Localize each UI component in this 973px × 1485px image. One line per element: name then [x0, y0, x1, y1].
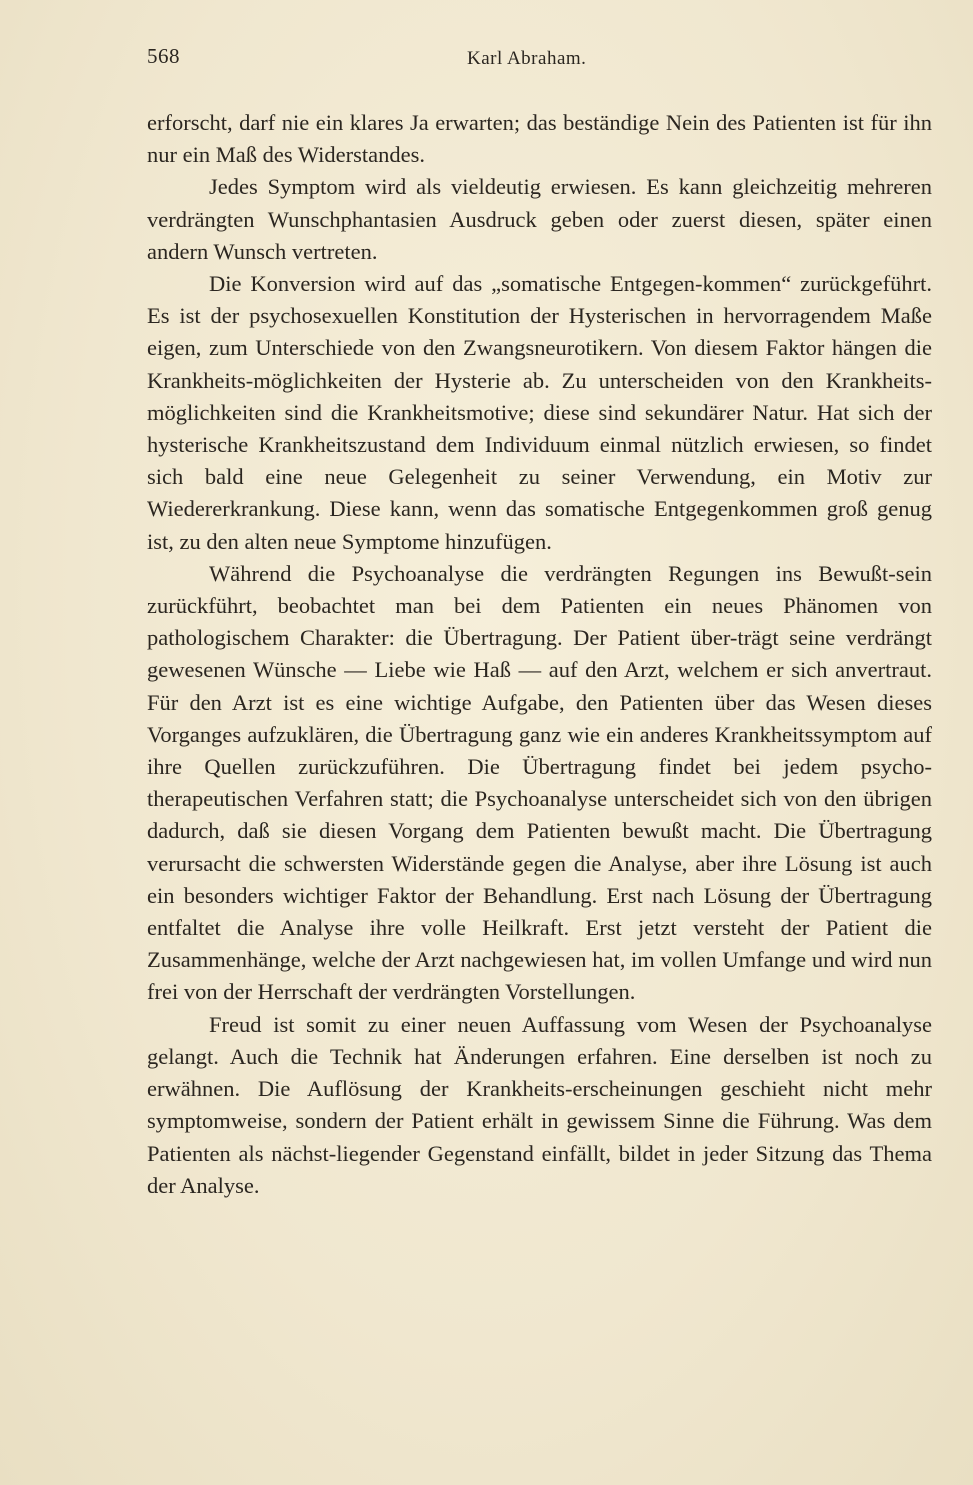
paragraph: Jedes Symptom wird als vieldeutig erwiesen. Es kann gleichzeitig mehreren verdrängten Wunschphantasien Ausdruck geben oder zuerst diesen, später einen andern Wunsch vertreten. [147, 174, 932, 264]
paragraph: Während die Psychoanalyse die verdrängten Regungen ins Bewußt-sein zurückführt, beobachtet man bei dem Patienten ein neues Phänomen von pathologischem Charakter: die Übertragung. Der Patient über-trägt seine verdrängt gewesenen Wünsche — Liebe wie Haß — auf den Arzt, welchem er sich anvertraut. Für den Arzt ist es eine wichtige Aufgabe, den Patienten über das Wesen dieses Vorganges aufzuklären, die Übertragung ganz wie ein anderes Krankheitssymptom auf ihre Quellen zurückzuführen. Die Übertragung findet bei jedem psycho-therapeutischen Verfahren statt; die Psychoanalyse unterscheidet sich von den übrigen dadurch, daß sie diesen Vorgang dem Patienten bewußt macht. Die Übertragung verursacht die schwersten Widerstände gegen die Analyse, aber ihre Lösung ist auch ein besonders wichtiger Faktor der Behandlung. Erst nach Lösung der Übertragung entfaltet die Analyse ihre volle Heilkraft. Erst jetzt versteht der Patient die Zusammenhänge, welche der Arzt nachgewiesen hat, im vollen Umfange und wird nun frei von der Herrschaft der verdrängten Vorstellungen. [147, 560, 932, 1005]
page-body [147, 107, 932, 1202]
paragraph: Die Konversion wird auf das „somatische Entgegen-kommen“ zurückgeführt. Es ist der psychosexuellen Konstitution der Hysterischen in hervorragendem Maße eigen, zum Unterschiede von den Zwangsneurotikern. Von diesem Faktor hängen die Krankheits-möglichkeiten der Hysterie ab. Zu unterscheiden von den Krankheits-möglichkeiten sind die Krankheitsmotive; diese sind sekundärer Natur. Hat sich der hysterische Krankheitszustand dem Individuum einmal nützlich erwiesen, so findet sich bald eine neue Gelegenheit zu seiner Verwendung, ein Motiv zur Wiedererkrankung. Diese kann, wenn das somatische Entgegenkommen groß genug ist, zu den alten neue Symptome hinzufügen. [147, 271, 932, 554]
paragraph-continuation: erforscht, darf nie ein klares Ja erwarten; das beständige Nein des Patienten ist für ihn nur ein Maß des Widerstandes. [147, 110, 932, 168]
page-header [147, 44, 932, 74]
paragraph: Freud ist somit zu einer neuen Auffassung vom Wesen der Psychoanalyse gelangt. Auch die Technik hat Änderungen erfahren. Eine derselben ist noch zu erwähnen. Die Auflösung der Krankheits-erscheinungen geschieht nicht mehr symptomweise, sondern der Patient erhält in gewissem Sinne die Führung. Was dem Patienten als nächst-liegender Gegenstand einfällt, bildet in jeder Sitzung das Thema der Analyse. [147, 1011, 932, 1198]
running-head: Karl Abraham. [467, 48, 587, 69]
page-number: 568 [147, 44, 180, 68]
